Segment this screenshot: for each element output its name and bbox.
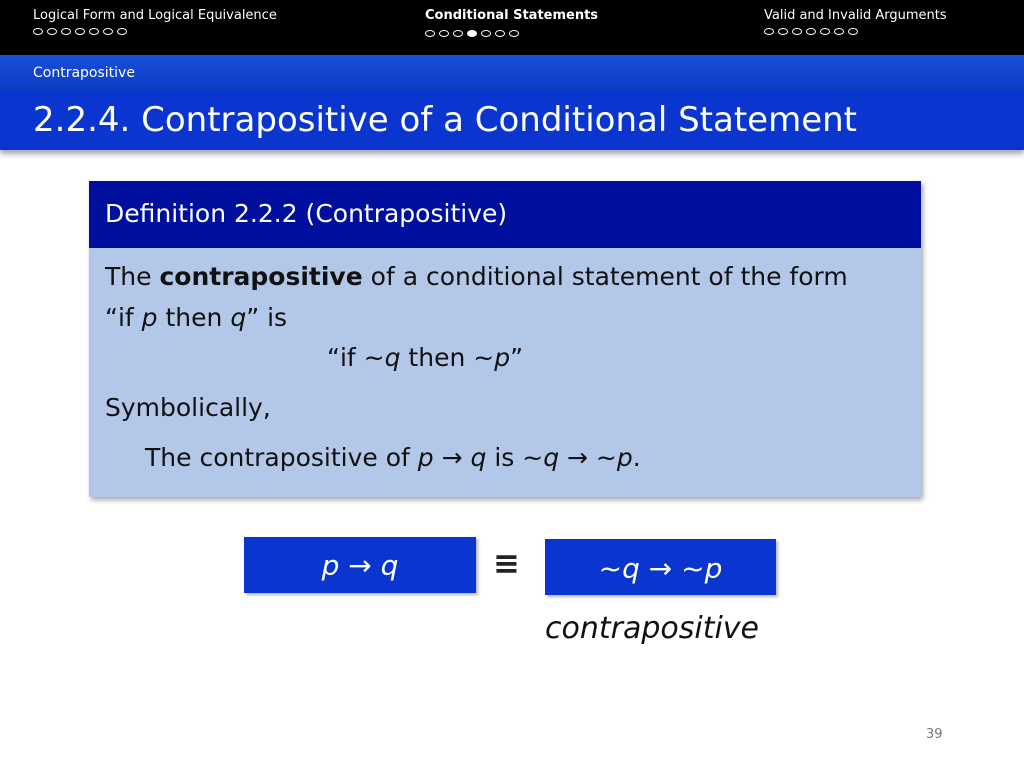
definition-header <box>89 181 921 248</box>
text: then <box>157 303 231 332</box>
conditional-formula: p → q <box>321 549 399 582</box>
variable: q <box>384 343 401 372</box>
contrapositive-caption: contrapositive <box>545 611 760 646</box>
slide-dot[interactable] <box>117 28 127 35</box>
variable: p <box>616 443 633 472</box>
slide-progress-dots <box>425 30 598 37</box>
variable: p <box>417 443 434 472</box>
current-slide-dot[interactable] <box>467 30 477 37</box>
definition-line-3 <box>327 343 523 372</box>
text: . <box>632 443 641 472</box>
arrow-symbol: → ~ <box>559 443 617 472</box>
definition-line-5 <box>145 443 641 472</box>
section-navigation-bar <box>0 0 1024 55</box>
slide-dot[interactable] <box>61 28 71 35</box>
variable: q <box>470 443 487 472</box>
slide-dot[interactable] <box>778 28 788 35</box>
nav-section-conditional-statements[interactable] <box>425 8 598 37</box>
slide-dot[interactable] <box>792 28 802 35</box>
definition-line-1 <box>105 262 848 291</box>
slide-dot[interactable] <box>33 28 43 35</box>
arrow-symbol: → <box>433 443 471 472</box>
page-number: 39 <box>926 727 943 742</box>
definition-line-4: Symbolically, <box>105 393 271 422</box>
slide-dot[interactable] <box>89 28 99 35</box>
variable: q <box>230 303 247 332</box>
variable: p <box>141 303 158 332</box>
slide-title: 2.2.4. Contrapositive of a Conditional Statement <box>33 100 858 140</box>
definition-block <box>89 181 921 497</box>
slide-dot[interactable] <box>764 28 774 35</box>
slide-dot[interactable] <box>75 28 85 35</box>
text: is ~ <box>486 443 544 472</box>
slide-progress-dots <box>764 28 947 35</box>
definition-heading: Definition 2.2.2 (Contrapositive) <box>105 199 508 228</box>
text: The contrapositive of <box>145 443 418 472</box>
slide-title-bar <box>0 92 1024 150</box>
slide-progress-dots <box>33 28 277 35</box>
contrapositive-formula: ~q → ~p <box>598 552 723 585</box>
slide-dot[interactable] <box>848 28 858 35</box>
text: ” <box>510 343 524 372</box>
slide-dot[interactable] <box>481 30 491 37</box>
slide-dot[interactable] <box>834 28 844 35</box>
slide-dot[interactable] <box>439 30 449 37</box>
contrapositive-formula-box <box>545 539 776 595</box>
text: The <box>105 262 160 291</box>
slide-dot[interactable] <box>47 28 57 35</box>
subsection-bar <box>0 55 1024 92</box>
slide-dot[interactable] <box>509 30 519 37</box>
text: then ~ <box>400 343 495 372</box>
text: “if <box>105 303 142 332</box>
definition-line-2 <box>105 303 287 332</box>
slide-dot[interactable] <box>103 28 113 35</box>
nav-section-valid-invalid-arguments[interactable] <box>764 8 947 35</box>
text: ” is <box>246 303 288 332</box>
conditional-formula-box <box>244 537 476 593</box>
nav-section-label[interactable]: Conditional Statements <box>425 8 599 23</box>
subsection-title: Contrapositive <box>33 65 135 81</box>
text: of a conditional statement of the form <box>362 262 848 291</box>
slide-dot[interactable] <box>806 28 816 35</box>
slide-dot[interactable] <box>425 30 435 37</box>
slide-dot[interactable] <box>820 28 830 35</box>
variable: q <box>543 443 560 472</box>
nav-section-label[interactable]: Valid and Invalid Arguments <box>764 8 947 23</box>
equivalence-symbol: ≡ <box>493 544 520 582</box>
text: “if ~ <box>327 343 385 372</box>
nav-section-label[interactable]: Logical Form and Logical Equivalence <box>33 8 277 23</box>
term-bold: contrapositive <box>159 262 363 291</box>
variable: p <box>494 343 511 372</box>
nav-section-logical-form[interactable] <box>33 8 277 35</box>
slide-dot[interactable] <box>453 30 463 37</box>
slide-dot[interactable] <box>495 30 505 37</box>
definition-body <box>89 248 921 497</box>
